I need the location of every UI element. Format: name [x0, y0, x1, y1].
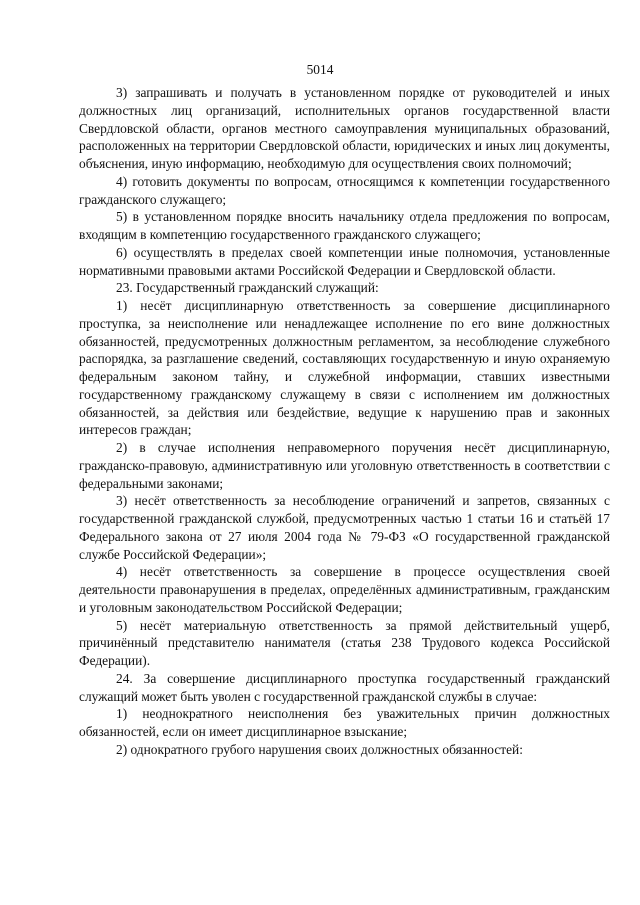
section-23-heading: 23. Государственный гражданский служащий:	[116, 280, 379, 296]
item-3-request-info: 3) запрашивать и получать в установленном порядке от руководителей и иных должностных лиц организаций, исполнительных органов государственной власти Свердловской области, органов местного самоуправления муниципальных образований, расположенных на территории Свердловской области, юридических и иных лиц документы, объяснения, иную информацию, необходимую для осуществления своих полномочий;	[79, 85, 610, 171]
item-1-disciplinary-liability: 1) несёт дисциплинарную ответственность за совершение дисциплинарного проступка, за неисполнение или ненадлежащее исполнение по его вине должностных обязанностей, предусмотренных должностным регламентом, за несоблюдение служебного распорядка, за разглашение сведений, составляющих государственную и иную охраняемую федеральным законом тайну, и служебной информации, ставших известными государственному гражданскому служащему в связи с исполнением им должностных обязанностей, за действия или бездействие, ведущие к нарушению прав и законных интересов граждан;	[79, 298, 610, 438]
item-4-offence-liability: 4) несёт ответственность за совершение в процессе осуществления своей деятельности правонарушения в пределах, определённых административным, гражданским и уголовным законодательством Российской Федерации;	[79, 564, 610, 615]
page-number: 5014	[306, 62, 334, 77]
item-4-prepare-documents: 4) готовить документы по вопросам, относящимся к компетенции государственного гражданского служащего;	[79, 173, 610, 207]
item-6-other-powers: 6) осуществлять в пределах своей компетенции иные полномочия, установленные нормативными правовыми актами Российской Федерации и Свердловской области.	[79, 244, 610, 278]
item-2-unlawful-order: 2) в случае исполнения неправомерного поручения несёт дисциплинарную, гражданско-правовую, административную или уголовную ответственность в соответствии с федеральными законами;	[79, 440, 610, 491]
item-2-gross-violation: 2) однократного грубого нарушения своих должностных обязанностей:	[116, 741, 523, 757]
document-body	[79, 84, 610, 759]
item-5-submit-proposals: 5) в установленном порядке вносить начальнику отдела предложения по вопросам, входящим в компетенцию государственного гражданского служащего;	[79, 209, 610, 242]
item-3-restrictions: 3) несёт ответственность за несоблюдение ограничений и запретов, связанных с государственной гражданской службой, предусмотренных частью 1 статьи 16 и статьёй 17 Федерального закона от 27 июля 2004 года № 79-ФЗ «О государственной гражданской службе Российской Федерации»;	[79, 493, 610, 562]
item-5-material-liability: 5) несёт материальную ответственность за прямой действительный ущерб, причинённый представителю нанимателя (статья 238 Трудового кодекса Российской Федерации).	[79, 617, 610, 668]
item-1-repeated-failure: 1) неоднократного неисполнения без уважительных причин должностных обязанностей, если он имеет дисциплинарное взыскание;	[79, 706, 610, 739]
section-24-heading: 24. За совершение дисциплинарного проступка государственный гражданский служащий может быть уволен с государственной гражданской службы в случае:	[79, 670, 610, 704]
